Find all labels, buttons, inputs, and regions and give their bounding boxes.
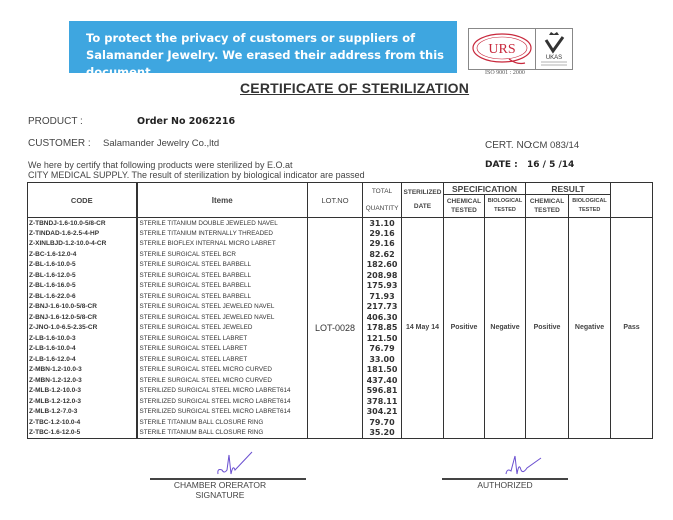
quantity-cell: 406.30 bbox=[363, 312, 402, 323]
authorized-signature-icon bbox=[503, 452, 543, 480]
product-code-cell: Z-TINDAD-1.6-2.5-4-HP bbox=[28, 228, 137, 239]
quantity-cell: 29.16 bbox=[363, 239, 402, 250]
header-date: DATE bbox=[413, 203, 432, 210]
quantity-cell: 178.85 bbox=[363, 323, 402, 334]
item-description-cell: STERILE SURGICAL STEEL BARBELL bbox=[137, 260, 308, 271]
item-description-cell: STERILE TITANIUM INTERNALLY THREADED bbox=[137, 228, 308, 239]
item-description-cell: STERILE SURGICAL STEEL LABRET bbox=[137, 333, 308, 344]
header-spec-biological-tested: TESTED bbox=[494, 207, 516, 214]
header-spec-chemical bbox=[444, 195, 485, 218]
quantity-cell: 33.00 bbox=[363, 354, 402, 365]
overall-result-cell: Pass bbox=[611, 218, 653, 439]
banner-line-2: Salamander Jewelry. We erased their address from this document bbox=[86, 48, 445, 79]
quantity-cell: 378.11 bbox=[363, 396, 402, 407]
product-code-cell: Z-XINLBJD-1.2-10.0-4-CR bbox=[28, 239, 137, 250]
operator-signature-icon bbox=[215, 450, 255, 480]
header-code: CODE bbox=[28, 183, 137, 218]
quantity-cell: 31.10 bbox=[363, 218, 402, 229]
quantity-cell: 35.20 bbox=[363, 428, 402, 439]
item-description-cell: STERILE SURGICAL STEEL LABRET bbox=[137, 354, 308, 365]
header-lot-no: LOT.NO bbox=[308, 183, 363, 218]
item-description-cell: STERILE SURGICAL STEEL BARBELL bbox=[137, 281, 308, 292]
product-code-cell: Z-BNJ-1.6-12.0-5/8-CR bbox=[28, 312, 137, 323]
quantity-cell: 208.98 bbox=[363, 270, 402, 281]
product-code-cell: Z-BL-1.6-12.0-5 bbox=[28, 270, 137, 281]
header-quantity: QUANTITY bbox=[365, 205, 399, 212]
header-item: Iteme bbox=[137, 183, 308, 218]
ukas-crown-tick-icon bbox=[536, 29, 572, 69]
item-description-cell: STERILE SURGICAL STEEL MICRO CURVED bbox=[137, 365, 308, 376]
product-code-cell: Z-LB-1.6-12.0-4 bbox=[28, 354, 137, 365]
product-code-cell: Z-LB-1.6-10.0-4 bbox=[28, 344, 137, 355]
quantity-cell: 71.93 bbox=[363, 291, 402, 302]
customer-label: CUSTOMER : bbox=[28, 138, 91, 149]
lot-number-cell: LOT-0028 bbox=[308, 218, 363, 439]
iso-certification-text: ISO 9001 : 2000 bbox=[485, 70, 525, 76]
product-code-cell: Z-MLB-1.2-10.0-3 bbox=[28, 386, 137, 397]
item-description-cell: STERILE SURGICAL STEEL JEWELED bbox=[137, 323, 308, 334]
header-total-quantity bbox=[363, 183, 402, 218]
product-value: Order No 2062216 bbox=[137, 116, 236, 127]
product-code-cell: Z-BC-1.6-12.0-4 bbox=[28, 249, 137, 260]
quantity-cell: 76.79 bbox=[363, 344, 402, 355]
header-spec-biological bbox=[485, 195, 526, 218]
item-description-cell: STERILE SURGICAL STEEL BARBELL bbox=[137, 291, 308, 302]
quantity-cell: 79.70 bbox=[363, 417, 402, 428]
header-specification: SPECIFICATION bbox=[444, 183, 526, 195]
header-spec-chemical-tested: TESTED bbox=[451, 207, 477, 215]
item-description-cell: STERILE SURGICAL STEEL BCR bbox=[137, 249, 308, 260]
statement-line-1: We here by certify that following products were sterilized by E.O.at bbox=[28, 160, 293, 170]
operator-signature-label bbox=[150, 480, 290, 500]
certification-statement bbox=[28, 160, 365, 180]
item-description-cell: STERILIZED SURGICAL STEEL MICRO LABRET614 bbox=[137, 386, 308, 397]
item-description-cell: STERILIZED SURGICAL STEEL MICRO LABRET614 bbox=[137, 407, 308, 418]
quantity-cell: 437.40 bbox=[363, 375, 402, 386]
product-code-cell: Z-JNO-1.0-6.5-2.35-CR bbox=[28, 323, 137, 334]
table-row bbox=[28, 218, 653, 229]
header-result-chemical-label: CHEMICAL bbox=[529, 198, 565, 206]
sterilized-date-cell: 14 May 14 bbox=[402, 218, 444, 439]
item-description-cell: STERILE SURGICAL STEEL JEWELED NAVEL bbox=[137, 302, 308, 313]
result-chemical-cell: Positive bbox=[526, 218, 569, 439]
quantity-cell: 175.93 bbox=[363, 281, 402, 292]
item-description-cell: STERILIZED SURGICAL STEEL MICRO LABRET614 bbox=[137, 396, 308, 407]
product-code-cell: Z-MBN-1.2-12.0-3 bbox=[28, 375, 137, 386]
quantity-cell: 596.81 bbox=[363, 386, 402, 397]
cert-no-value: :CM 083/14 bbox=[530, 140, 580, 151]
product-code-cell: Z-TBC-1.6-12.0-5 bbox=[28, 428, 137, 439]
item-description-cell: STERILE BIOFLEX INTERNAL MICRO LABRET bbox=[137, 239, 308, 250]
header-result: RESULT bbox=[526, 183, 611, 195]
product-code-cell: Z-TBNDJ-1.6-10.0-5/8-CR bbox=[28, 218, 137, 229]
item-description-cell: STERILE SURGICAL STEEL LABRET bbox=[137, 344, 308, 355]
header-result-biological-label: BIOLOGICAL bbox=[572, 198, 607, 205]
product-label: PRODUCT : bbox=[28, 116, 83, 127]
header-result-biological bbox=[569, 195, 611, 218]
quantity-cell: 181.50 bbox=[363, 365, 402, 376]
header-total: TOTAL bbox=[371, 188, 393, 195]
header-result-chemical bbox=[526, 195, 569, 218]
ukas-logo bbox=[535, 28, 573, 70]
header-spec-chemical-label: CHEMICAL bbox=[446, 198, 482, 206]
product-code-cell: Z-MLB-1.2-12.0-3 bbox=[28, 396, 137, 407]
urs-seal-icon bbox=[469, 29, 535, 69]
document-title: CERTIFICATE OF STERILIZATION bbox=[240, 80, 470, 96]
quantity-cell: 217.73 bbox=[363, 302, 402, 313]
product-code-cell: Z-BL-1.6-10.0-5 bbox=[28, 260, 137, 271]
product-code-cell: Z-BL-1.6-22.0-6 bbox=[28, 291, 137, 302]
quantity-cell: 82.62 bbox=[363, 249, 402, 260]
cert-no-label: CERT. NO bbox=[485, 140, 532, 151]
table-body bbox=[28, 218, 653, 439]
item-description-cell: STERILE TITANIUM BALL CLOSURE RING bbox=[137, 417, 308, 428]
product-code-cell: Z-LB-1.6-10.0-3 bbox=[28, 333, 137, 344]
product-code-cell: Z-TBC-1.2-10.0-4 bbox=[28, 417, 137, 428]
operator-label-line-2: SIGNATURE bbox=[195, 490, 245, 500]
quantity-cell: 182.60 bbox=[363, 260, 402, 271]
ukas-text: UKAS bbox=[545, 55, 563, 61]
customer-value: Salamander Jewelry Co.,ltd bbox=[103, 138, 220, 149]
product-code-cell: Z-MBN-1.2-10.0-3 bbox=[28, 365, 137, 376]
operator-label-line-1: CHAMBER ORERATOR bbox=[173, 480, 267, 490]
date-value: 16 / 5 /14 bbox=[527, 160, 575, 170]
urs-text: URS bbox=[488, 42, 516, 57]
spec-chemical-cell: Positive bbox=[444, 218, 485, 439]
item-description-cell: STERILE SURGICAL STEEL BARBELL bbox=[137, 270, 308, 281]
item-description-cell: STERILE TITANIUM DOUBLE JEWELED NAVEL bbox=[137, 218, 308, 229]
urs-logo bbox=[468, 28, 536, 70]
header-result-chemical-tested: TESTED bbox=[534, 207, 560, 215]
header-spec-biological-label: BIOLOGICAL bbox=[487, 198, 523, 205]
result-biological-cell: Negative bbox=[569, 218, 611, 439]
banner-line-1: To protect the privacy of customers or suppliers of bbox=[86, 31, 416, 45]
header-sterilized-date bbox=[402, 183, 444, 218]
item-description-cell: STERILE TITANIUM BALL CLOSURE RING bbox=[137, 428, 308, 439]
product-code-cell: Z-MLB-1.2-7.0-3 bbox=[28, 407, 137, 418]
product-code-cell: Z-BL-1.6-16.0-5 bbox=[28, 281, 137, 292]
authorized-label: AUTHORIZED bbox=[477, 480, 533, 490]
spec-biological-cell: Negative bbox=[485, 218, 526, 439]
quantity-cell: 29.16 bbox=[363, 228, 402, 239]
header-sterilized: STERILIZED bbox=[403, 189, 442, 196]
product-code-cell: Z-BNJ-1.6-10.0-5/8-CR bbox=[28, 302, 137, 313]
privacy-notice-banner bbox=[69, 21, 457, 79]
item-description-cell: STERILE SURGICAL STEEL JEWELED NAVEL bbox=[137, 312, 308, 323]
sterilization-table bbox=[27, 182, 653, 439]
header-blank bbox=[611, 183, 653, 218]
date-label: DATE : bbox=[485, 160, 518, 170]
item-description-cell: STERILE SURGICAL STEEL MICRO CURVED bbox=[137, 375, 308, 386]
quantity-cell: 121.50 bbox=[363, 333, 402, 344]
quantity-cell: 304.21 bbox=[363, 407, 402, 418]
statement-line-2: CITY MEDICAL SUPPLY. The result of sterilization by biological indicator are passed bbox=[28, 170, 365, 180]
header-result-biological-tested: TESTED bbox=[578, 207, 601, 214]
